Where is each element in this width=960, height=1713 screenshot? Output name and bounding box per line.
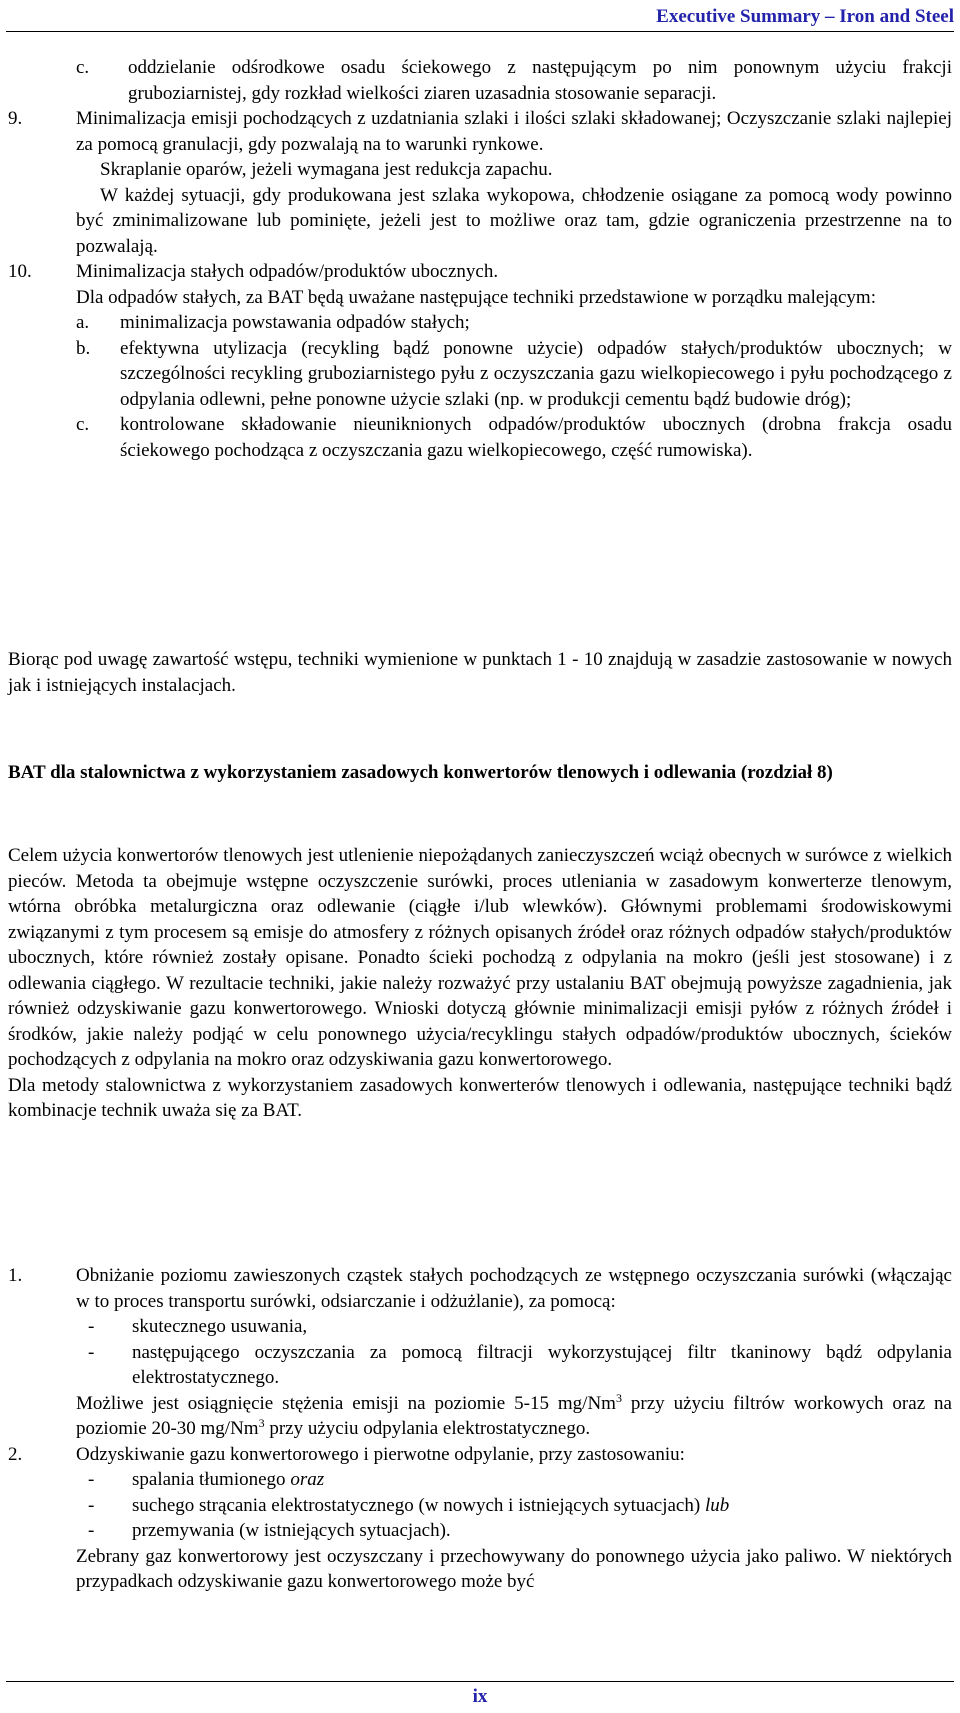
- list-text: Minimalizacja stałych odpadów/produktów ubocznych.: [76, 261, 499, 282]
- list-text: Odzyskiwanie gazu konwertorowego i pierwotne odpylanie, przy zastosowaniu:: [76, 1443, 685, 1465]
- list-item-10: [8, 259, 952, 463]
- list-paragraph: Skraplanie oparów, jeżeli wymagana jest redukcja zapachu.: [100, 159, 553, 180]
- bat-list: [8, 1263, 952, 1595]
- emission-note: Możliwe jest osiągnięcie stężenia emisji na poziomie 5-15 mg/Nm$^3$ przy użyciu filtrów workowych oraz na poziomie 20-30 mg/Nm$^3$ przy użyciu odpylania elektrostatycznego.: [76, 1390, 952, 1439]
- list-item-9: [8, 106, 952, 259]
- list-number: 2.: [8, 1443, 23, 1465]
- dash-text: następującego oczyszczania za pomocą filtracji wykorzystującej filtr tkaninowy bądź odpylania elektrostatycznego.: [132, 1341, 952, 1388]
- section-heading: BAT dla stalownictwa z wykorzystaniem zasadowych konwertorów tlenowych i odlewania (rozdział 8): [8, 762, 833, 783]
- closing-paragraph: Biorąc pod uwagę zawartość wstępu, techniki wymienione w punktach 1 - 10 znajdują w zasadzie zastosowanie w nowych jak i istniejących instalacjach.: [8, 649, 952, 696]
- list-paragraph: Dla odpadów stałych, za BAT będą uważane następujące techniki przedstawione w porządku malejącym:: [76, 286, 876, 308]
- dash-text: skutecznego usuwania,: [132, 1316, 308, 1337]
- dash-item: - spalania tłumionego oraz: [88, 1469, 325, 1490]
- list-item-c: [76, 55, 952, 106]
- bat-item-2: [8, 1442, 952, 1595]
- list-number: 1.: [8, 1265, 23, 1286]
- list-paragraph: W każdej sytuacji, gdy produkowana jest szlaka wykopowa, chłodzenie osiągane za pomocą wody powinno być zminimalizowane lub pominięte, jeżeli jest to możliwe oraz tam, gdzie ograniczenia przestrzenne na to pozwalają.: [76, 184, 952, 257]
- list-text: oddzielanie odśrodkowe osadu ściekowego z następującym po nim ponownym użyciu frakcji gruboziarnistej, gdy rozkład wielkości ziaren uzasadnia stosowanie separacji.: [128, 57, 952, 104]
- sub-label: c.: [76, 414, 90, 435]
- page-header: Executive Summary – Iron and Steel: [656, 6, 954, 27]
- sub-item-c: [76, 412, 952, 463]
- sub-text: minimalizacja powstawania odpadów stałych;: [120, 312, 470, 333]
- dash-item: - skutecznego usuwania,: [88, 1316, 308, 1337]
- sub-item-b: [76, 336, 952, 413]
- list-paragraph: Zebrany gaz konwertorowy jest oczyszczany i przechowywany do ponownego użycia jako paliwo. W niektórych przypadkach odzyskiwanie gazu konwertorowego może być: [76, 1545, 952, 1592]
- section-body: [8, 843, 952, 1124]
- dash-item: - następującego oczyszczania za pomocą filtracji wykorzystującej filtr tkaninowy bądź odpylania elektrostatycznego.: [88, 1341, 952, 1388]
- list-number: 9.: [8, 108, 23, 129]
- list-text: Minimalizacja emisji pochodzących z uzdatniania szlaki i ilości szlaki składowanej; Oczyszczanie szlaki najlepiej za pomocą granulacji, gdy pozwalają na to warunki rynkowe.: [76, 108, 952, 155]
- sub-label: a.: [76, 312, 90, 333]
- section-paragraph-2: Dla metody stalownictwa z wykorzystaniem zasadowych konwerterów tlenowych i odlewania, następujące techniki bądź kombinacje technik uważa się za BAT.: [8, 1074, 952, 1121]
- top-list: [8, 55, 952, 463]
- list-number: 10.: [8, 261, 32, 282]
- page-number: ix: [472, 1686, 488, 1707]
- header-rule: [6, 31, 954, 32]
- list-text: Obniżanie poziomu zawieszonych cząstek stałych pochodzących ze wstępnego oczyszczania surówki (włączając w to proces transportu surówki, odsiarczanie i odżużlanie), za pomocą:: [76, 1265, 952, 1312]
- sub-label: b.: [76, 337, 91, 359]
- sub-text: kontrolowane składowanie nieuniknionych odpadów/produktów ubocznych (drobna frakcja osadu ściekowego pochodząca z oczyszczania gazu wielkopiecowego, część rumowiska).: [120, 414, 952, 461]
- dash-item: - przemywania (w istniejących sytuacjach).: [88, 1520, 451, 1541]
- dash-item: - suchego strącania elektrostatycznego (w nowych i istniejących sytuacjach) lub: [88, 1494, 730, 1516]
- list-label: c.: [76, 57, 90, 78]
- sub-text: efektywna utylizacja (recykling bądź ponowne użycie) odpadów stałych/produktów ubocznych; w szczególności recykling gruboziarnistego pyłu z oczyszczania gazu wielkopiecowego i pyłu pochodzącego z odpylania odlewni, pełne ponowne użycie szlaki (np. w produkcji cementu bądź budowie dróg);: [120, 337, 952, 410]
- section-paragraph-1: Celem użycia konwertorów tlenowych jest utlenienie niepożądanych zanieczyszczeń wciąż obecnych w surówce z wielkich pieców. Metoda ta obejmuje wstępne oczyszczenie surówki, proces utleniania w zasadowym konwerterze tlenowym, wtórna obróbka metalurgiczna oraz odlewanie (ciągłe i/lub wlewków). Głównymi problemami środowiskowymi związanymi z tym procesem są emisje do atmosfery z różnych opisanych źródeł oraz różnych odpadów stałych/produktów ubocznych, które również zostały opisane. Ponadto ścieki pochodzą z odpylania na mokro (jeśli jest stosowane) i z odlewania ciągłego. W rezultacie techniki, jakie należy rozważyć przy ustalaniu BAT obejmują powyższe zagadnienia, jak również odzyskiwanie gazu konwertorowego. Wnioski dotyczą głównie minimalizacji emisji pyłów z różnych źródeł i środków, jakie należy podjąć w celu ponownego użycia/recyklingu stałych odpadów/produktów ubocznych, ścieków pochodzących z odpylania na mokro oraz odzyskiwania gazu konwertorowego.: [8, 845, 952, 1070]
- sub-item-a: [76, 310, 952, 336]
- bat-item-1: [8, 1263, 952, 1442]
- footer-rule: [6, 1681, 954, 1682]
